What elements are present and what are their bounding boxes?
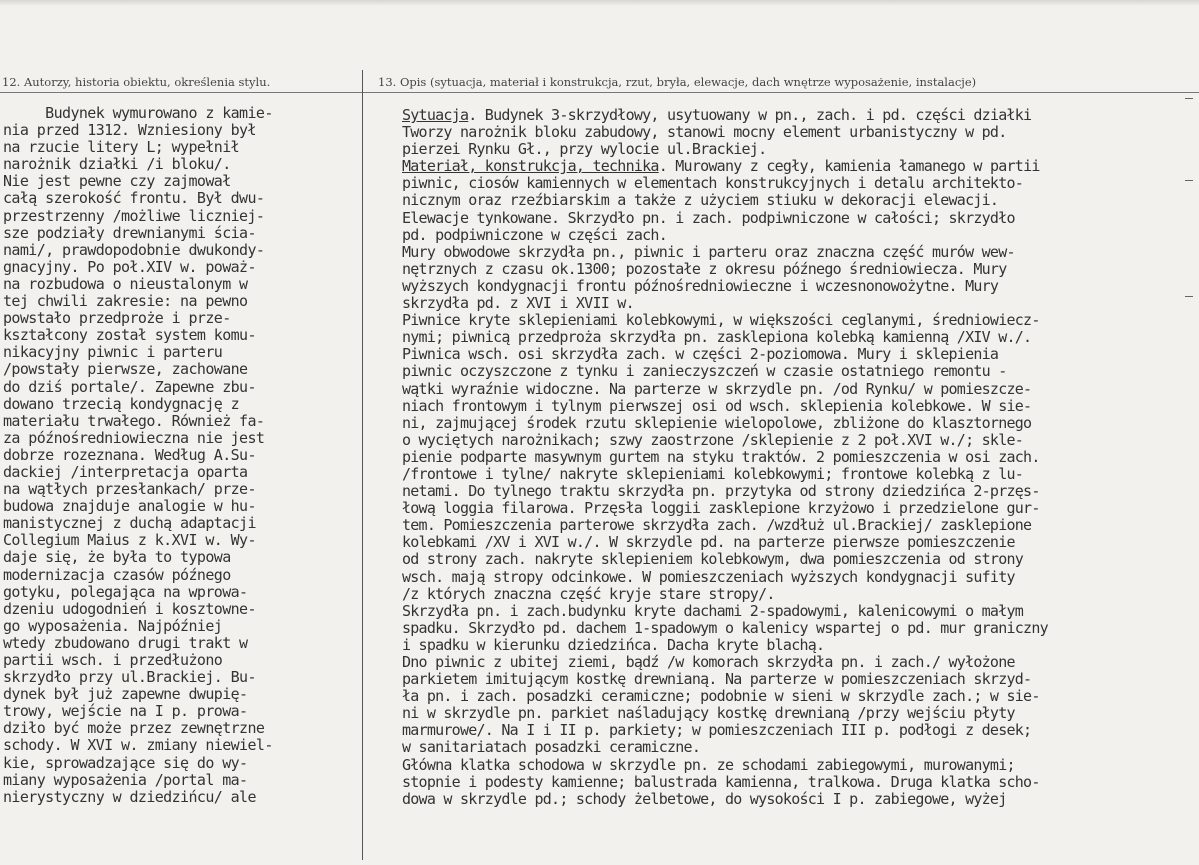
history-line: powstało przedproże i prze- — [3, 309, 231, 328]
header-rule — [0, 92, 1199, 93]
section-header-13: 13. Opis (sytuacja, materiał i konstrukcja, rzut, bryła, elewacje, dach wnętrze wyposażenie, instalacje) — [378, 75, 977, 89]
history-line: narożnik działki /i bloku/. — [3, 155, 231, 174]
history-line: materiału trwałego. Również fa- — [3, 411, 265, 430]
margin-tick — [1185, 98, 1193, 99]
history-line: budowa znajduje analogie w hu- — [3, 497, 256, 516]
history-line: manistycznej z duchą adaptacji — [3, 514, 256, 533]
history-line: dobrze rozeznana. Według A.Su- — [3, 445, 256, 464]
description-column — [402, 107, 1048, 808]
page-edge-shadow — [0, 0, 1199, 6]
history-line: dziło być może przez zewnętrzne — [3, 719, 265, 738]
history-line: Nie jest pewne czy zajmował — [3, 172, 231, 191]
section-header-12: 12. Autorzy, historia obiektu, określenia stylu. — [2, 75, 271, 89]
history-line: dowano trzecią kondygnację z — [3, 394, 240, 413]
history-line: do dziś portale/. Zapewne zbu- — [3, 377, 256, 396]
description-line: pd. podpiwniczone w części zach. — [402, 225, 667, 244]
description-line: Piwnice kryte sklepieniami kolebkowymi, w większości ceglanymi, średniowiecz- — [402, 311, 1040, 330]
history-line: na rozbudowa o nieustalonym w — [3, 274, 248, 293]
history-line: /powstały pierwsze, zachowane — [3, 360, 248, 379]
history-line: gnacyjny. Po poł.XIV w. poważ- — [3, 257, 256, 276]
description-line: ni, zajmującej środek rzutu sklepienie wielopolowe, zbliżone do klasztornego — [402, 413, 1032, 432]
description-line: /z których znaczna część kryje stare stropy/. — [402, 584, 775, 603]
description-line: dowa w skrzydle pd.; schody żelbetowe, do wysokości I p. zabiegowe, wyżej — [402, 789, 1007, 808]
situation-text: . Budynek 3-skrzydłowy, usytuowany w pn., zach. i pd. części działki — [468, 106, 1032, 124]
description-line: piwnic, ciosów kamiennych w elementach konstrukcyjnych i detalu architekto- — [402, 174, 1024, 193]
history-line: przestrzenny /możliwe liczniej- — [3, 206, 265, 225]
history-line: miany wyposażenia /portal ma- — [3, 770, 248, 789]
history-line: na rzucie litery L; wypełnił — [3, 138, 240, 157]
history-line: nikacyjny piwnic i parteru — [3, 343, 223, 362]
description-line: od strony zach. nakryte sklepieniem kolebkowym, dwa pomieszczenia od strony — [402, 550, 1024, 569]
history-line: nierystyczny w dziedzińcu/ ale — [3, 787, 256, 806]
history-line: modernizacja czasów późnego — [3, 565, 231, 584]
description-line: Piwnica wsch. osi skrzydła zach. w części 2-poziomowa. Mury i sklepienia — [402, 345, 999, 364]
history-line: daje się, że była to typowa — [3, 548, 231, 567]
description-line: łową loggia filarowa. Przęsła loggii zasklepione krzyżowo i przedzielone gur- — [402, 499, 1040, 518]
margin-tick — [1185, 296, 1193, 297]
history-line: tej chwili zakresie: na pewno — [3, 292, 248, 311]
history-line: dynek był już zapewne dwupię- — [3, 685, 248, 704]
history-line: nia przed 1312. Wzniesiony był — [3, 121, 256, 140]
description-line: kolebkami /XV i XVI w./. W skrzydle pd. na parterze pierwsze pomieszczenie — [402, 533, 1015, 552]
history-line: całą szerokość frontu. Był dwu- — [3, 189, 265, 208]
history-line: kie, sprowadzające się do wy- — [3, 753, 248, 772]
description-line: Mury obwodowe skrzydła pn., piwnic i parteru oraz znaczna część murów wew- — [402, 242, 1015, 261]
description-line: marmurowe/. Na I i II p. parkiety; w pomieszczeniach III p. podłogi z desek; — [402, 721, 1032, 740]
heading-situation: Sytuacja — [402, 106, 469, 124]
history-line: gotyku, polegająca na wprowa- — [3, 582, 248, 601]
description-line: ni w skrzydle pn. parkiet naśladujący kostkę drewnianą /przy wejściu płyty — [402, 704, 1015, 723]
description-line: ła pn. i zach. posadzki ceramiczne; podobnie w sieni w skrzydle zach.; w sie- — [402, 687, 1040, 706]
history-line: na wątłych przesłankach/ prze- — [3, 480, 256, 499]
history-line: wtedy zbudowano drugi trakt w — [3, 633, 248, 652]
description-line: w sanitariatach posadzki ceramiczne. — [402, 738, 701, 757]
history-line: go wyposażenia. Najpóźniej — [3, 616, 223, 635]
history-line: za późnośredniowieczna nie jest — [3, 428, 265, 447]
description-line: netami. Do tylnego traktu skrzydła pn. przytyka od strony dziedzińca 2-przęs- — [402, 482, 1040, 501]
description-line: Elewacje tynkowane. Skrzydło pn. i zach. podpiwniczone w całości; skrzydło — [402, 208, 1015, 227]
history-line: schody. W XVI w. zmiany niewiel- — [3, 736, 273, 755]
history-line: partii wsch. i przedłużono — [3, 651, 223, 669]
description-line: /frontowe i tylne/ nakryte sklepieniami kolebkowymi; frontowe kolebką z lu- — [402, 464, 1024, 483]
description-line: wątki wyraźnie widoczne. Na parterze w skrzydle pn. /od Rynku/ w pomieszcze- — [402, 379, 1032, 398]
heading-material: Materiał, konstrukcja, technika — [402, 157, 659, 176]
material-text: . Murowany z cegły, kamienia łamanego w partii — [658, 157, 1040, 176]
description-line: stopnie i podesty kamienne; balustrada kamienna, tralkowa. Druga klatka scho- — [402, 772, 1040, 791]
column-divider — [362, 70, 363, 860]
history-line: sze podziały drewnianymi ścia- — [3, 223, 256, 242]
description-line: o wyciętych narożnikach; szwy zaostrzone /sklepienie z 2 poł.XVI w./; skle- — [402, 430, 1024, 449]
history-line: Collegium Maius z k.XVI w. Wy- — [3, 531, 256, 550]
line-2: pierzei Rynku Gł., przy wylocie ul.Brackiej. — [402, 140, 767, 159]
history-line: kształcony został system komu- — [3, 326, 256, 345]
history-column — [3, 105, 273, 806]
description-line: spadku. Skrzydło pd. dachem 1-spadowym o kalenicy wspartej o pd. mur graniczny — [402, 618, 1048, 637]
description-line: wyższych kondygnacji frontu późnośredniowieczne i wczesnonowożytne. Mury — [402, 276, 999, 295]
description-line: wsch. mają stropy odcinkowe. W pomieszczeniach wyższych kondygnacji sufity — [402, 567, 1015, 586]
history-line: nami/, prawdopodobnie dwukondy- — [3, 240, 265, 259]
description-line: nętrznych z czasu ok.1300; pozostałe z okresu późnego średniowiecza. Mury — [402, 259, 1007, 278]
description-line: parkietem imitującym kostkę drewnianą. Na parterze w pomieszczeniach skrzyd- — [402, 670, 1032, 689]
description-line: i spadku w kierunku dziedzińca. Dacha kryte blachą. — [402, 635, 825, 654]
description-line: Główna klatka schodowa w skrzydle pn. ze schodami zabiegowymi, murowanymi; — [402, 755, 1015, 774]
description-line: Dno piwnic z ubitej ziemi, bądź /w komorach skrzydła pn. i zach./ wyłożone — [402, 653, 1015, 671]
description-line: Skrzydła pn. i zach.budynku kryte dachami 2-spadowymi, kalenicowymi o małym — [402, 601, 1024, 620]
history-line: dzeniu udogodnień i kosztowne- — [3, 599, 256, 618]
history-line: trowy, wejście na I p. prowa- — [3, 702, 248, 721]
description-line: niach frontowym i tylnym pierwszej osi od wsch. sklepienia kolebkowe. W sie- — [402, 396, 1032, 415]
description-line: skrzydła pd. z XVI i XVII w. — [402, 294, 634, 313]
description-line: nymi; piwnicą przedproża skrzydła pn. zasklepiona kolebką kamienną /XIV w./. — [402, 328, 1032, 347]
history-line: skrzydło przy ul.Brackiej. Bu- — [3, 668, 256, 687]
line-1: Tworzy narożnik bloku zabudowy, stanowi mocny element urbanistyczny w pd. — [402, 123, 1007, 142]
history-line: dackiej /interpretacja oparta — [3, 462, 248, 481]
description-line: piwnic oczyszczone z tynku i zanieczyszczeń w czasie ostatniego remontu - — [402, 362, 1007, 381]
history-line: Budynek wymurowano z kamie- — [3, 104, 273, 122]
description-line: nicznym oraz rzeźbiarskim a także z użyciem stiuku w dekoracji elewacji. — [402, 191, 999, 210]
description-line: pienie podparte masywnym gurtem na styku traktów. 2 pomieszczenia w osi zach. — [402, 447, 1040, 466]
description-line: tem. Pomieszczenia parterowe skrzydła zach. /wzdłuż ul.Brackiej/ zasklepione — [402, 516, 1032, 535]
margin-tick — [1185, 180, 1193, 181]
